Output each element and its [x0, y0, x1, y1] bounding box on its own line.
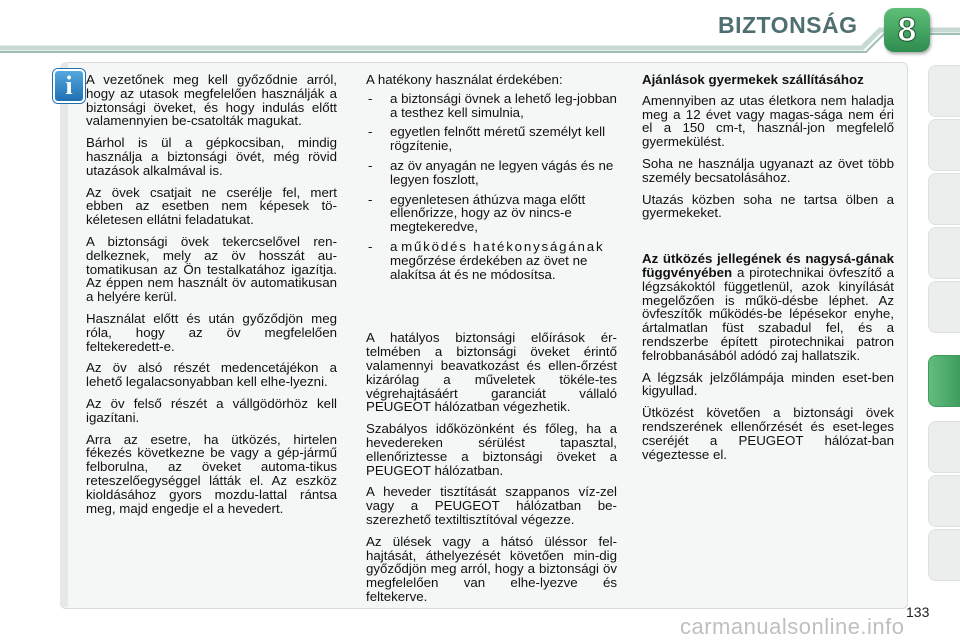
paragraph: Szabályos időközönként és főleg, ha a hevedereken sérülést tapasztal, ellenőriztesse a biztonsági öveket a PEUGEOT hálózatban.	[366, 421, 617, 478]
paragraph: A biztonsági övek tekercselővel ren-delkeznek, mely az öv hosszát au-tomatikusan az Ön testalkatához igazítja. Az éppen nem használt öv automatikusan a helyére kerül.	[86, 233, 337, 305]
chapter-tab[interactable]	[928, 281, 960, 333]
paragraph: Soha ne használja ugyanazt az övet több személy becsatolásához.	[642, 155, 894, 185]
page-number: 133	[906, 604, 930, 620]
list-item: - a biztonsági övnek a lehető leg-jobban a testhez kell simulnia,	[366, 92, 617, 120]
chapter-tab[interactable]	[928, 475, 960, 527]
chapter-tab[interactable]	[928, 173, 960, 225]
info-icon	[53, 69, 85, 103]
paragraph: Amennyiben az utas életkora nem haladja meg a 12 évet vagy magas-sága nem éri el a 150 cm-t, használ-jon megfelelő gyermekülést.	[642, 92, 894, 150]
page-title: BIZTONSÁG	[718, 12, 858, 38]
chapter-number: 8	[897, 11, 917, 49]
paragraph: Ütközést követően a biztonsági övek rendszerének ellenőrzését és eset-leges cseréjét a PEUGEOT hálózat-ban végeztesse el.	[642, 405, 894, 462]
paragraph: Utazás közben soha ne tartsa ölben a gyermekeket.	[642, 191, 894, 221]
inline-text: a pirotechnikai övfeszítő a légzsákoktól függetlenül, azok kinyílását megelőzően is műkö-désbe léphet. Az övfeszítők működés-be lépésekor enyhe, ártalmatlan füst szabadul fel, és a rendszerbe épített pirotechnikai patron felrobbanásából adódó zaj hallatszik.	[642, 264, 894, 363]
paragraph: A heveder tisztítását szappanos víz-zel vagy a PEUGEOT hálózatban be-szerezhető textiltisztítóval végezze.	[366, 484, 617, 527]
panel-left-bar	[60, 62, 68, 607]
column-right	[642, 73, 894, 469]
watermark: carmanualsonline.info	[680, 614, 905, 639]
list-item: - egyenletesen áthúzva maga előtt ellenőrizze, hogy az öv nincs-e megtekeredve,	[366, 193, 617, 234]
paragraph: A vezetőnek meg kell győződnie arról, hogy az utasok megfelelően használják a biztonsági öveket, és hogy indulás előtt valamennyien be-csatolták magukat.	[86, 72, 337, 129]
usage-list	[366, 92, 617, 282]
chapter-tab[interactable]	[928, 529, 960, 581]
paragraph: Használat előtt és után győződjön meg róla, hogy az öv megfelelően feltekeredett-e.	[86, 310, 337, 354]
paragraph: Az öv alsó részét medencetájékon a lehető legalacsonyabban kell elhe-lyezni.	[86, 360, 337, 390]
chapter-number-badge	[884, 8, 930, 52]
paragraph: A hatályos biztonsági előírások ér-telmében a biztonsági öveket érintő valamennyi beavatkozást és ellen-őrzést kizárólag a műveletek tökéle-tes végrehajtásáért garanciát vállaló PEUGEOT hálózatban végezhetik.	[366, 330, 617, 415]
paragraph: A légzsák jelzőlámpája minden eset-ben kigyullad.	[642, 369, 894, 399]
section-heading: Ajánlások gyermekek szállításához	[642, 72, 864, 87]
list-item-prefix: a	[390, 238, 398, 254]
column-left	[86, 73, 337, 523]
chapter-tab-active[interactable]	[928, 355, 960, 407]
chapter-tab[interactable]	[928, 421, 960, 473]
list-item: - az öv anyagán ne legyen vágás és ne legyen foszlott,	[366, 159, 617, 187]
column-middle	[366, 73, 617, 612]
paragraph: Az öv felső részét a vállgödörhöz kell igazítani.	[86, 395, 337, 425]
paragraph-with-heading	[642, 252, 894, 362]
list-item	[366, 240, 617, 281]
spacer	[366, 287, 617, 331]
chapter-tab[interactable]	[928, 65, 960, 117]
paragraph: Az övek csatjait ne cserélje fel, mert ebben az esetben nem képesek tö-kéletesen ellátni feladatukat.	[86, 184, 337, 228]
paragraph: Az ülések vagy a hátsó üléssor fel-hajtását, áthelyezését követően min-dig győződjön meg arról, hogy a biztonsági öv megfelelően van elhe-lyezve és feltekerve.	[366, 533, 617, 604]
chapter-tabs	[928, 65, 960, 625]
list-item: - egyetlen felnőtt méretű személyt kell rögzítenie,	[366, 125, 617, 153]
list-item-spaced-text: működés hatékonyságának	[401, 238, 605, 254]
paragraph: Arra az esetre, ha ütközés, hirtelen fékezés következne be vagy a gép-jármű felborulna, az öveket automa-tikus reteszelőegységgel látták el. Az eszköz kioldásához gyors mozdu-lattal rántsa meg, majd engedje el a hevedert.	[86, 431, 337, 516]
info-icon-glyph: i	[65, 71, 73, 100]
list-item-rest: megőrzése érdekében az övet ne alakítsa át és ne módosítsa.	[390, 252, 588, 282]
spacer	[642, 228, 894, 252]
chapter-tab[interactable]	[928, 227, 960, 279]
paragraph: Bárhol is ül a gépkocsiban, mindig használja a biztonsági övét, még rövid utazások alkalmával is.	[86, 135, 337, 178]
list-intro: A hatékony használat érdekében:	[366, 72, 563, 87]
inline-heading: Az ütközés jellegének és nagysá-gának függvényében	[642, 251, 894, 280]
chapter-tab[interactable]	[928, 119, 960, 171]
